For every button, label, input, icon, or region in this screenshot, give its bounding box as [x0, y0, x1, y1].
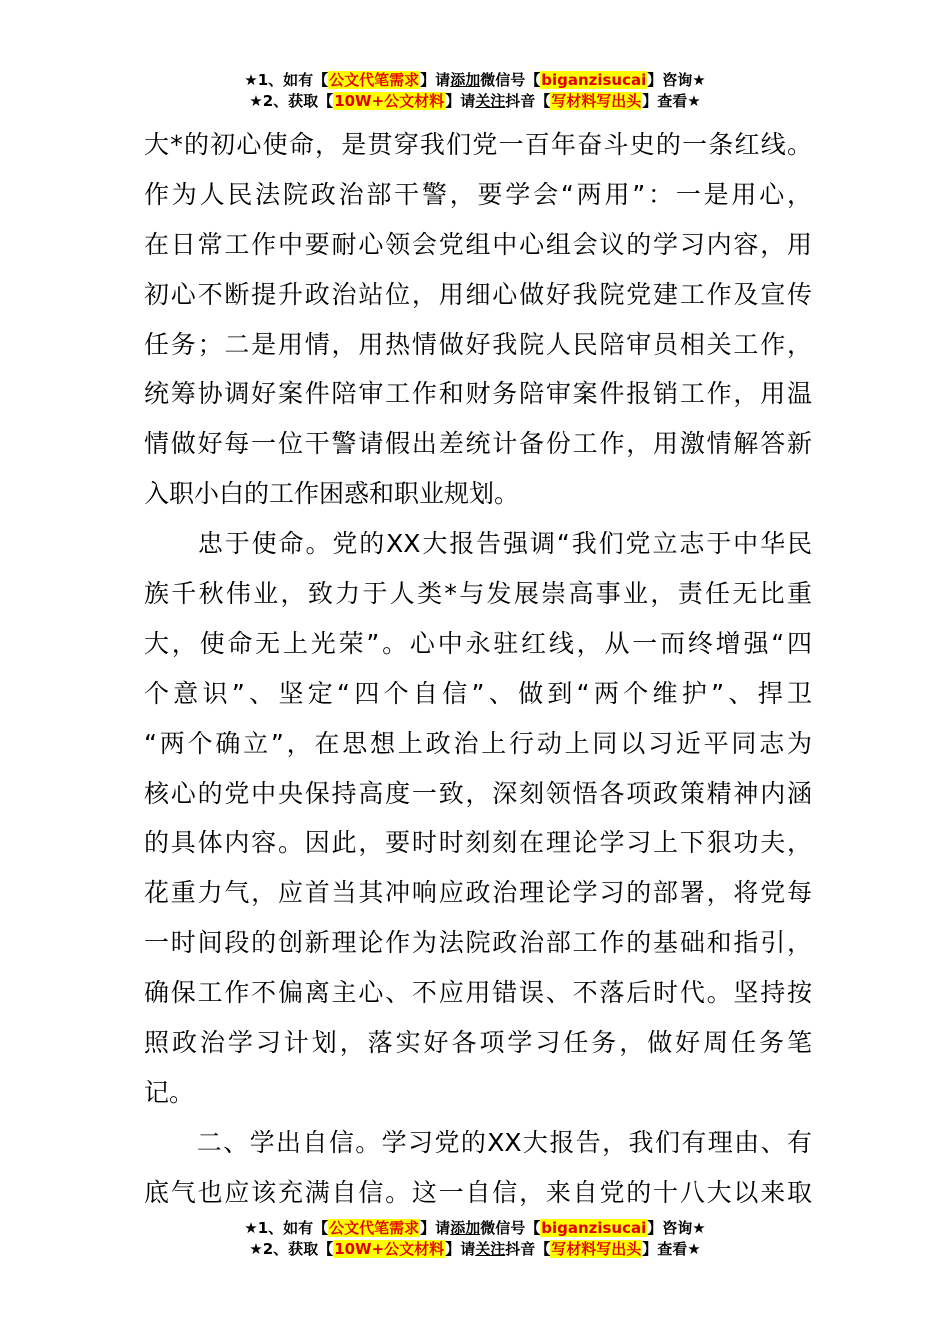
header-line-1: [0, 70, 950, 91]
footer-line-1-underline: 添加: [450, 1219, 481, 1237]
footer-line-2-mid-2: 抖音【: [505, 1240, 551, 1258]
header-line-1-prefix: ★1、如有【: [244, 71, 329, 89]
header-line-2-underline: 关注: [475, 92, 506, 110]
body-line: 族千秋伟业，致力于人类*与发展崇高事业，责任无比重: [144, 579, 812, 609]
body-line: 大*的初心使命，是贯穿我们党一百年奋斗史的一条红线。: [144, 130, 812, 159]
header-line-1-mid-2: 微信号【: [480, 71, 541, 89]
header-line-2-prefix: ★2、获取【: [249, 92, 334, 110]
header-banner: [0, 70, 950, 112]
footer-banner: [0, 1218, 950, 1260]
footer-line-2: [0, 1239, 950, 1260]
body-line: 在日常工作中要耐心领会党组中心组会议的学习内容，用: [144, 229, 812, 259]
body-line: 情做好每一位干警请假出差统计备份工作，用激情解答新: [144, 429, 812, 459]
header-line-2-highlight-2: 写材料写出头: [551, 92, 642, 110]
footer-line-1-highlight-2: biganzisucai: [541, 1219, 647, 1237]
header-line-1-underline: 添加: [450, 71, 481, 89]
footer-line-2-suffix: 】查看★: [642, 1240, 701, 1258]
body-line: 底气也应该充满自信。这一自信，来自党的十八大以来取: [144, 1177, 812, 1207]
header-line-1-mid-1: 】请: [420, 71, 451, 89]
footer-line-2-underline: 关注: [475, 1240, 506, 1258]
header-line-2-suffix: 】查看★: [642, 92, 701, 110]
body-line: 入职小白的工作困惑和职业规划。: [144, 479, 520, 509]
body-line: 初心不断提升政治站位，用细心做好我院党建工作及宣传: [144, 279, 812, 309]
footer-line-1-mid-1: 】请: [420, 1219, 451, 1237]
header-line-1-highlight-1: 公文代笔需求: [329, 71, 420, 89]
footer-line-1-mid-2: 微信号【: [480, 1219, 541, 1237]
body-line: 确保工作不偏离主心、不应用错误、不落后时代。坚持按: [144, 978, 812, 1008]
document-body: [144, 120, 812, 1218]
header-line-2: [0, 91, 950, 112]
body-line: 记。: [144, 1077, 195, 1107]
body-line: 照政治学习计划，落实好各项学习任务，做好周任务笔: [144, 1028, 812, 1058]
footer-line-1-highlight-1: 公文代笔需求: [329, 1219, 420, 1237]
header-line-1-highlight-2: biganzisucai: [541, 71, 647, 89]
body-line: 二、学出自信。学习党的XX大报告，我们有理由、有: [144, 1127, 812, 1157]
header-line-1-suffix: 】咨询★: [647, 71, 706, 89]
body-line: 大，使命无上光荣”。心中永驻红线，从一而终增强“四: [144, 628, 812, 658]
body-line: 核心的党中央保持高度一致，深刻领悟各项政策精神内涵: [144, 778, 812, 808]
body-line: “两个确立”，在思想上政治上行动上同以习近平同志为: [144, 728, 812, 758]
body-line: 个意识”、坚定“四个自信”、做到“两个维护”、捍卫: [144, 678, 812, 708]
footer-line-1-suffix: 】咨询★: [647, 1219, 706, 1237]
body-line: 统筹协调好案件陪审工作和财务陪审案件报销工作，用温: [144, 379, 812, 409]
body-line: 的具体内容。因此，要时时刻刻在理论学习上下狠功夫，: [144, 828, 812, 858]
header-line-2-mid-2: 抖音【: [505, 92, 551, 110]
footer-line-2-mid-1: 】请: [445, 1240, 476, 1258]
body-line: 花重力气，应首当其冲响应政治理论学习的部署，将党每: [144, 878, 812, 908]
footer-line-2-prefix: ★2、获取【: [249, 1240, 334, 1258]
footer-line-1: [0, 1218, 950, 1239]
footer-line-1-prefix: ★1、如有【: [244, 1219, 329, 1237]
body-line: 作为人民法院政治部干警，要学会“两用”：一是用心，: [144, 179, 812, 209]
body-line: 忠于使命。党的XX大报告强调“我们党立志于中华民: [144, 529, 812, 559]
header-line-2-highlight-1: 10W+公文材料: [334, 92, 445, 110]
header-line-2-mid-1: 】请: [445, 92, 476, 110]
footer-line-2-highlight-2: 写材料写出头: [551, 1240, 642, 1258]
body-line: 任务；二是用情，用热情做好我院人民陪审员相关工作，: [144, 329, 812, 359]
body-line: 一时间段的创新理论作为法院政治部工作的基础和指引，: [144, 928, 812, 958]
footer-line-2-highlight-1: 10W+公文材料: [334, 1240, 445, 1258]
